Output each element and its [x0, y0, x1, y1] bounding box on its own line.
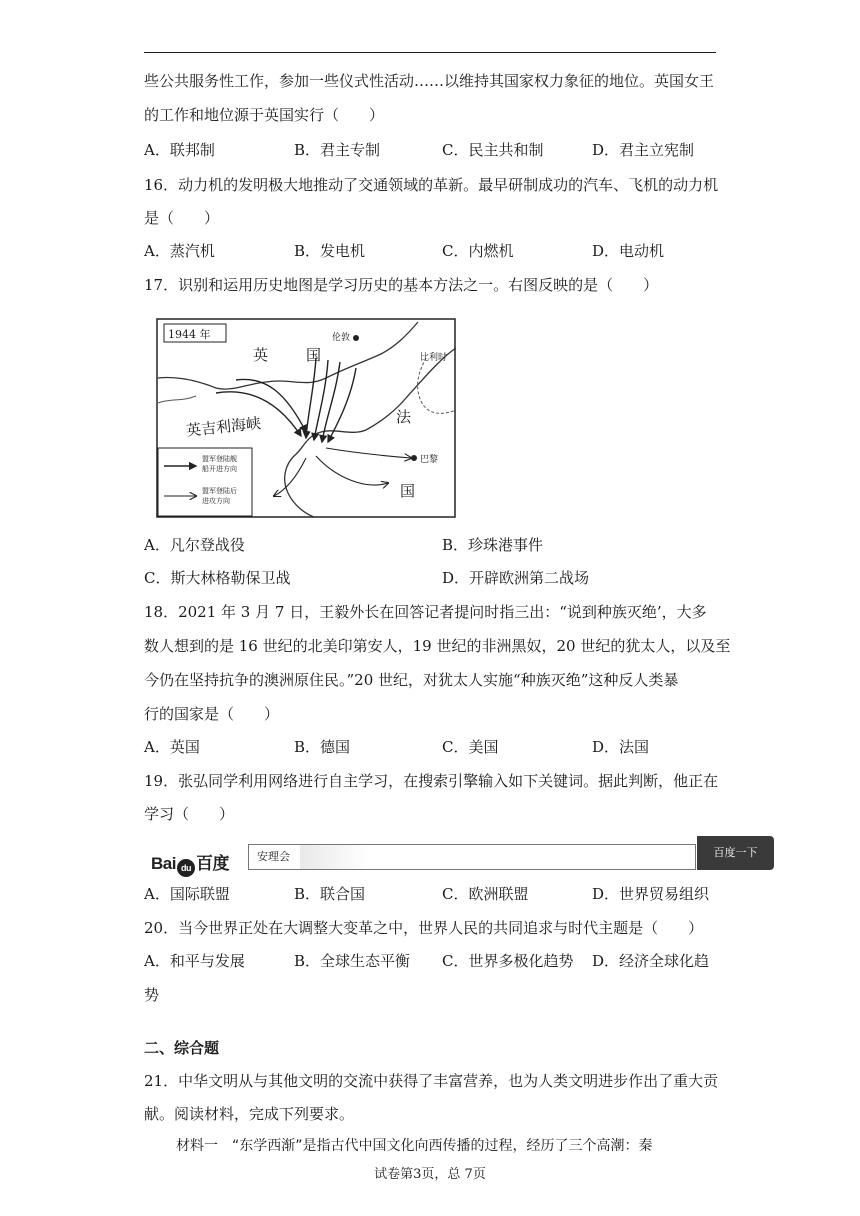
- q17-option-c: C．斯大林格勒保卫战: [144, 569, 291, 587]
- q15-text-line2: 的工作和地位源于英国实行（ ）: [144, 106, 385, 124]
- q16-option-c: C．内燃机: [442, 242, 514, 260]
- map-label-england-1: 英: [253, 346, 269, 364]
- q16-text-line1: 16．动力机的发明极大地推动了交通领域的革新。最早研制成功的汽车、飞机的动力机: [144, 176, 719, 194]
- q20-option-d-wrap: 势: [144, 986, 160, 1004]
- header-rule: [144, 52, 716, 53]
- q19-option-a: A．国际联盟: [144, 885, 230, 903]
- page-footer: 试卷第3页，总 7页: [374, 1167, 486, 1182]
- q19-option-b: B．联合国: [294, 885, 366, 903]
- q17-option-a: A．凡尔登战役: [144, 536, 245, 554]
- map-label-channel: 英吉利海峡: [185, 414, 262, 440]
- q16-option-b: B．发电机: [294, 242, 366, 260]
- q16-option-d: D．电动机: [592, 242, 665, 260]
- q18-option-d: D．法国: [592, 738, 650, 756]
- map-legend-landing-2: 船开进方向: [202, 465, 237, 473]
- map-legend-landing-1: 盟军登陆舰: [202, 455, 237, 463]
- section-heading: 二、综合题: [144, 1039, 220, 1057]
- map-label-paris: 巴黎: [420, 455, 439, 465]
- q21-material1: 材料一 “东学西渐”是指古代中国文化向西传播的过程，经历了三个高潮：秦: [176, 1138, 653, 1154]
- q16-option-a: A．蒸汽机: [144, 242, 215, 260]
- normandy-map: [156, 318, 456, 518]
- q15-option-b: B．君主专制: [294, 141, 381, 159]
- baidu-search-bar: [145, 834, 758, 873]
- q20-option-a: A．和平与发展: [144, 952, 245, 970]
- map-label-france-2: 国: [400, 482, 416, 500]
- q17-option-b: B．珍珠港事件: [442, 536, 544, 554]
- q18-text-line2: 数人想到的是 16 世纪的北美印第安人，19 世纪的非洲黑奴，20 世纪的犹太人，以及至: [144, 637, 731, 655]
- map-label-belgium: 比利时: [420, 353, 448, 363]
- q17-text-line1: 17．识别和运用历史地图是学习历史的基本方法之一。右图反映的是（ ）: [144, 276, 659, 294]
- map-legend-advance-1: 盟军登陆后: [202, 487, 237, 495]
- map-label-london: 伦敦: [332, 333, 351, 343]
- baidu-logo-text-left: Bai: [151, 854, 176, 873]
- q16-text-line2: 是（ ）: [144, 209, 220, 227]
- q21-text-line2: 献。阅读材料，完成下列要求。: [144, 1105, 355, 1123]
- q15-option-d: D．君主立宪制: [592, 141, 695, 159]
- q18-option-c: C．美国: [442, 738, 499, 756]
- q20-option-c: C．世界多极化趋势: [442, 952, 574, 970]
- search-input-blur: [300, 845, 370, 869]
- q20-text-line1: 20．当今世界正处在大调整大变革之中，世界人民的共同追求与时代主题是（ ）: [144, 919, 704, 937]
- map-legend-advance-2: 进攻方向: [202, 497, 230, 505]
- q20-option-b: B．全球生态平衡: [294, 952, 411, 970]
- q21-text-line1: 21．中华文明从与其他文明的交流中获得了丰富营养，也为人类文明进步作出了重大贡: [144, 1072, 719, 1090]
- q18-text-line4: 行的国家是（ ）: [144, 705, 280, 723]
- q20-option-d: D．经济全球化趋: [592, 952, 710, 970]
- q19-option-d: D．世界贸易组织: [592, 885, 710, 903]
- q15-option-a: A．联邦制: [144, 141, 215, 159]
- q15-option-c: C．民主共和制: [442, 141, 544, 159]
- q18-option-b: B．德国: [294, 738, 351, 756]
- baidu-paw-icon: du: [177, 859, 195, 877]
- q19-text-line2: 学习（ ）: [144, 805, 235, 823]
- map-year-label: 1944 年: [168, 328, 211, 341]
- q17-option-d: D．开辟欧洲第二战场: [442, 569, 590, 587]
- q19-option-c: C．欧洲联盟: [442, 885, 529, 903]
- q18-text-line1: 18．2021 年 3 月 7 日，王毅外长在回答记者提问时指三出：“说到种族灭绝’，大多: [144, 603, 707, 621]
- q15-text-line1: 些公共服务性工作，参加一些仪式性活动……以维持其国家权力象征的地位。英国女王: [144, 72, 715, 90]
- map-label-england-2: 国: [306, 346, 322, 364]
- q19-text-line1: 19．张弘同学利用网络进行自主学习，在搜索引擎输入如下关键词。据此判断，他正在: [144, 772, 719, 790]
- map-label-france-1: 法: [396, 408, 412, 426]
- q18-text-line3: 今仍在坚持抗争的澳洲原住民。”20 世纪，对犹太人实施“种族灭绝”这种反人类暴: [144, 671, 679, 689]
- search-input[interactable]: 安理会: [248, 844, 696, 870]
- baidu-logo-text-right: 百度: [195, 854, 229, 873]
- baidu-logo: [151, 849, 229, 877]
- search-button[interactable]: 百度一下: [697, 836, 774, 870]
- q18-option-a: A．英国: [144, 738, 200, 756]
